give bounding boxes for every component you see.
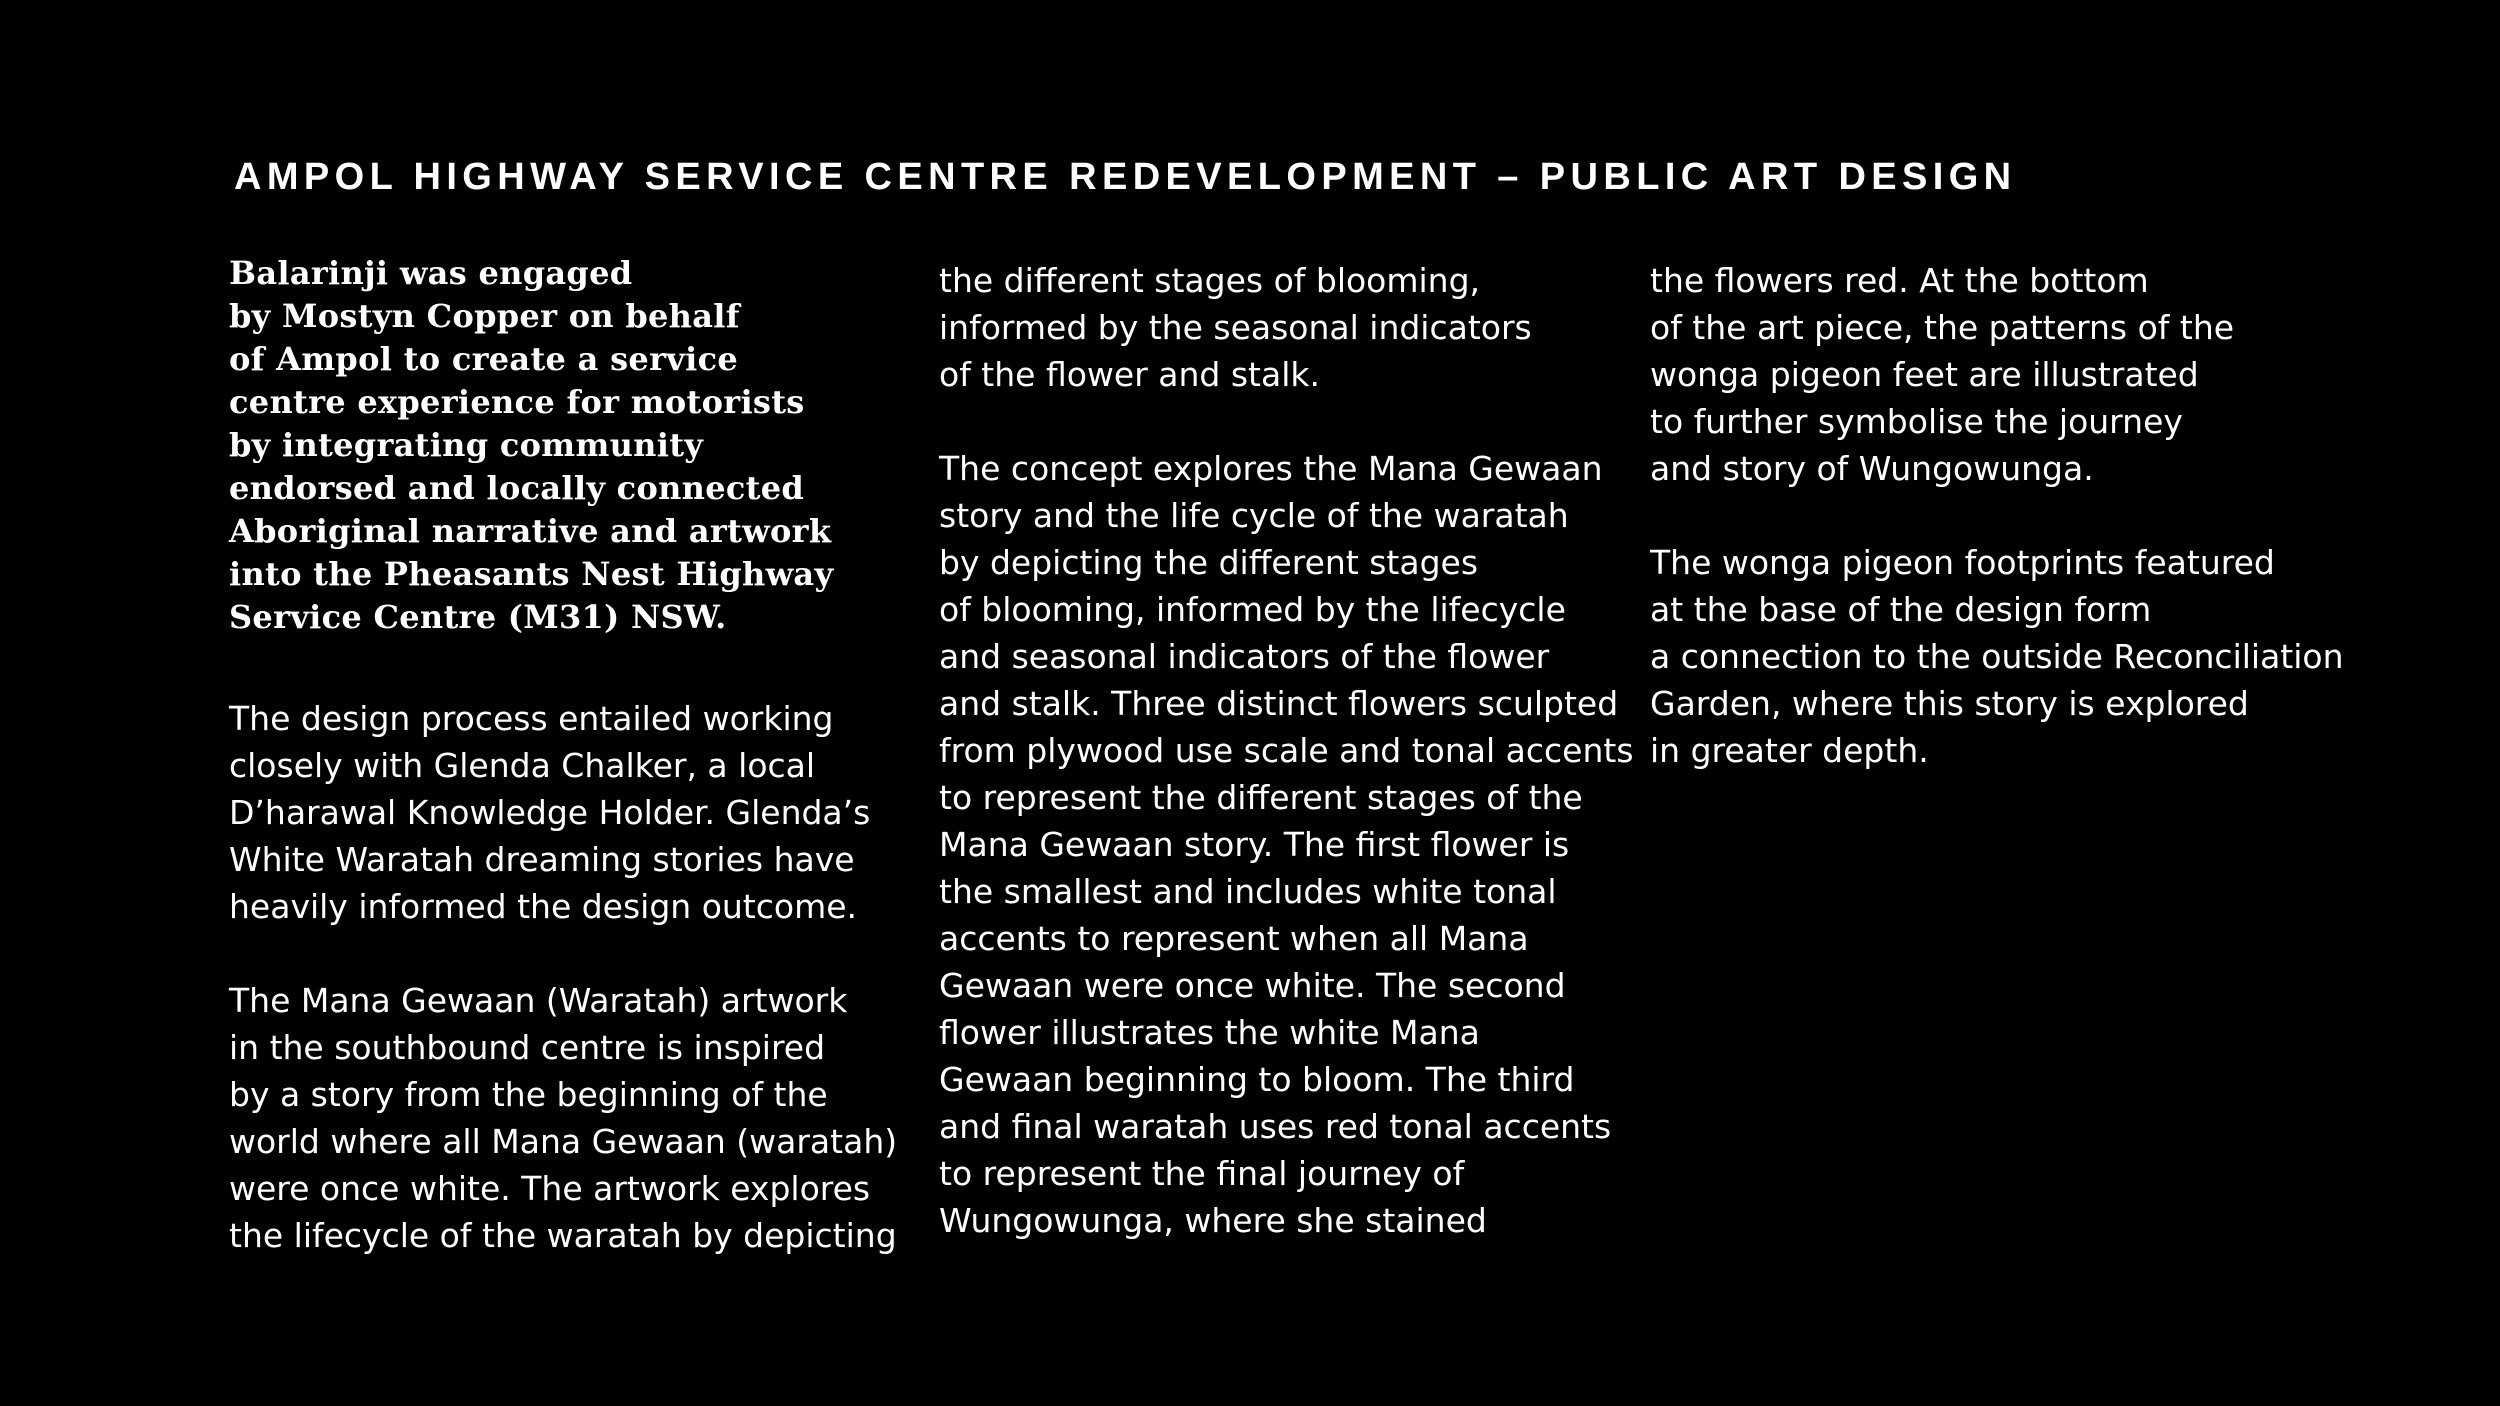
text-line: of the art piece, the patterns of the [1650,308,2235,347]
intro-paragraph [229,252,889,639]
text-line: endorsed and locally connected [229,469,805,507]
text-line: a connection to the outside Reconciliation [1650,637,2344,676]
text-line: Gewaan beginning to bloom. The third [939,1060,1575,1099]
text-line: to represent the final journey of [939,1154,1465,1193]
text-line: into the Pheasants Nest Highway [229,555,834,593]
text-line: Balarinji was engaged [229,254,633,292]
text-line: the smallest and includes white tonal [939,872,1557,911]
text-line: wonga pigeon feet are illustrated [1650,355,2199,394]
text-line: by depicting the different stages [939,543,1479,582]
text-line: in the southbound centre is inspired [229,1028,826,1067]
text-line: story and the life cycle of the waratah [939,496,1569,535]
body-paragraph [1650,539,2370,774]
text-line: and stalk. Three distinct flowers sculpted [939,684,1619,723]
text-line: flower illustrates the white Mana [939,1013,1480,1052]
text-line: White Waratah dreaming stories have [229,840,855,879]
text-line: Garden, where this story is explored [1650,684,2249,723]
text-line: Service Centre (M31) NSW. [229,598,727,636]
text-line: of Ampol to create a service [229,340,739,378]
text-line: from plywood use scale and tonal accents [939,731,1634,770]
text-line: Aboriginal narrative and artwork [229,512,832,550]
text-line: in greater depth. [1650,731,1929,770]
text-line: and final waratah uses red tonal accents [939,1107,1612,1146]
text-line: by a story from the beginning of the [229,1075,828,1114]
text-column-1 [229,252,898,1259]
text-line: accents to represent when all Mana [939,919,1529,958]
text-line: the lifecycle of the waratah by depicting [229,1216,897,1255]
text-line: The wonga pigeon footprints featured [1650,543,2275,582]
text-line: the different stages of blooming, [939,261,1481,300]
text-line: Wungowunga, where she stained [939,1201,1487,1240]
text-line: were once white. The artwork explores [229,1169,871,1208]
text-line: Gewaan were once white. The second [939,966,1566,1005]
text-line: and seasonal indicators of the flower [939,637,1550,676]
text-line: world where all Mana Gewaan (waratah) [229,1122,898,1161]
text-line: closely with Glenda Chalker, a local [229,746,816,785]
text-line: centre experience for motorists [229,383,805,421]
text-line: and story of Wungowunga. [1650,449,2094,488]
text-line: The design process entailed working [229,699,834,738]
text-line: of the flower and stalk. [939,355,1320,394]
text-line: The concept explores the Mana Gewaan [939,449,1603,488]
text-line: by Mostyn Copper on behalf [229,297,740,335]
text-line: of blooming, informed by the lifecycle [939,590,1566,629]
text-column-3 [1650,257,2370,774]
text-line: by integrating community [229,426,704,464]
body-paragraph [939,257,1619,398]
text-line: The Mana Gewaan (Waratah) artwork [229,981,848,1020]
body-paragraph [1650,257,2370,492]
text-line: the flowers red. At the bottom [1650,261,2149,300]
text-column-2 [939,257,1634,1244]
text-line: D’harawal Knowledge Holder. Glenda’s [229,793,871,832]
page-title: AMPOL HIGHWAY SERVICE CENTRE REDEVELOPMENT – PUBLIC ART DESIGN [234,156,2017,198]
text-line: Mana Gewaan story. The first flower is [939,825,1570,864]
body-paragraph [229,977,898,1259]
text-line: to further symbolise the journey [1650,402,2183,441]
body-paragraph [939,445,1634,1244]
text-line: at the base of the design form [1650,590,2152,629]
text-line: to represent the different stages of the [939,778,1583,817]
text-line: heavily informed the design outcome. [229,887,858,926]
body-paragraph [229,695,889,930]
text-line: informed by the seasonal indicators [939,308,1532,347]
